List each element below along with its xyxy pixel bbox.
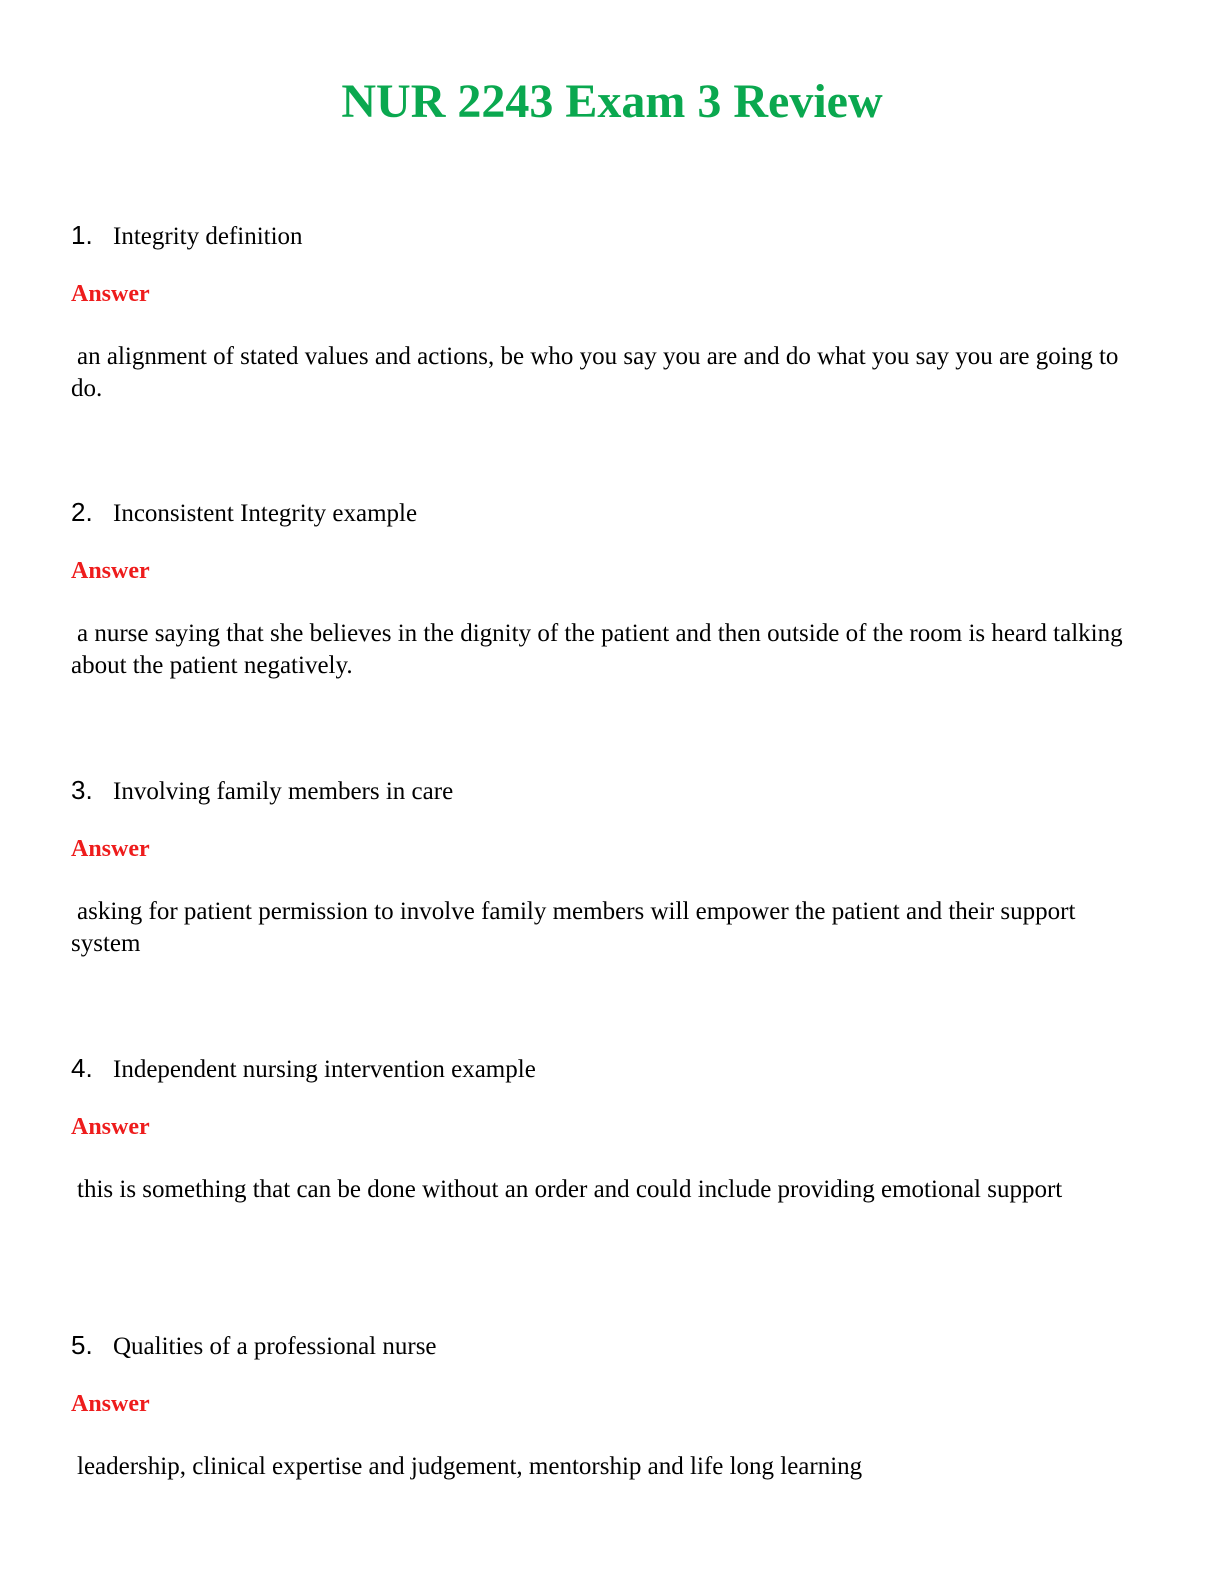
answer-text [71,341,1151,405]
document-title: NUR 2243 Exam 3 Review [341,75,883,128]
question-number: 2. [71,497,93,527]
question-text: Integrity definition [113,223,303,250]
question-row [71,772,1151,808]
answer-text [71,1451,1151,1483]
answer-body: this is something that can be done without an order and could include providing emotional support [77,1176,1063,1203]
answer-label: Answer [71,1391,150,1417]
qa-item-2 [71,494,1151,682]
answer-text [71,618,1151,682]
question-text: Independent nursing intervention example [113,1056,536,1083]
answer-label: Answer [71,1114,150,1140]
question-text: Inconsistent Integrity example [113,500,418,527]
qa-item-4 [71,1050,1151,1206]
answer-label: Answer [71,558,150,584]
answer-text [71,896,1151,960]
question-number: 3. [71,775,93,805]
qa-item-5 [71,1327,1151,1483]
question-row [71,494,1151,530]
qa-item-3 [71,772,1151,960]
answer-body: asking for patient permission to involve family members will empower the patient and their support system [71,898,1076,957]
question-text: Qualities of a professional nurse [113,1333,437,1360]
question-number: 1. [71,220,93,250]
answer-body: a nurse saying that she believes in the dignity of the patient and then outside of the room is heard talking about the patient negatively. [71,620,1123,679]
question-number: 5. [71,1330,93,1360]
answer-label: Answer [71,281,150,307]
question-text: Involving family members in care [113,778,454,805]
question-row [71,1327,1151,1363]
answer-label: Answer [71,836,150,862]
question-row [71,217,1151,253]
answer-text [71,1174,1151,1206]
question-row [71,1050,1151,1086]
answer-body: an alignment of stated values and actions, be who you say you are and do what you say you are going to do. [71,343,1119,402]
qa-item-1 [71,217,1151,405]
question-number: 4. [71,1053,93,1083]
answer-body: leadership, clinical expertise and judgement, mentorship and life long learning [77,1453,863,1480]
